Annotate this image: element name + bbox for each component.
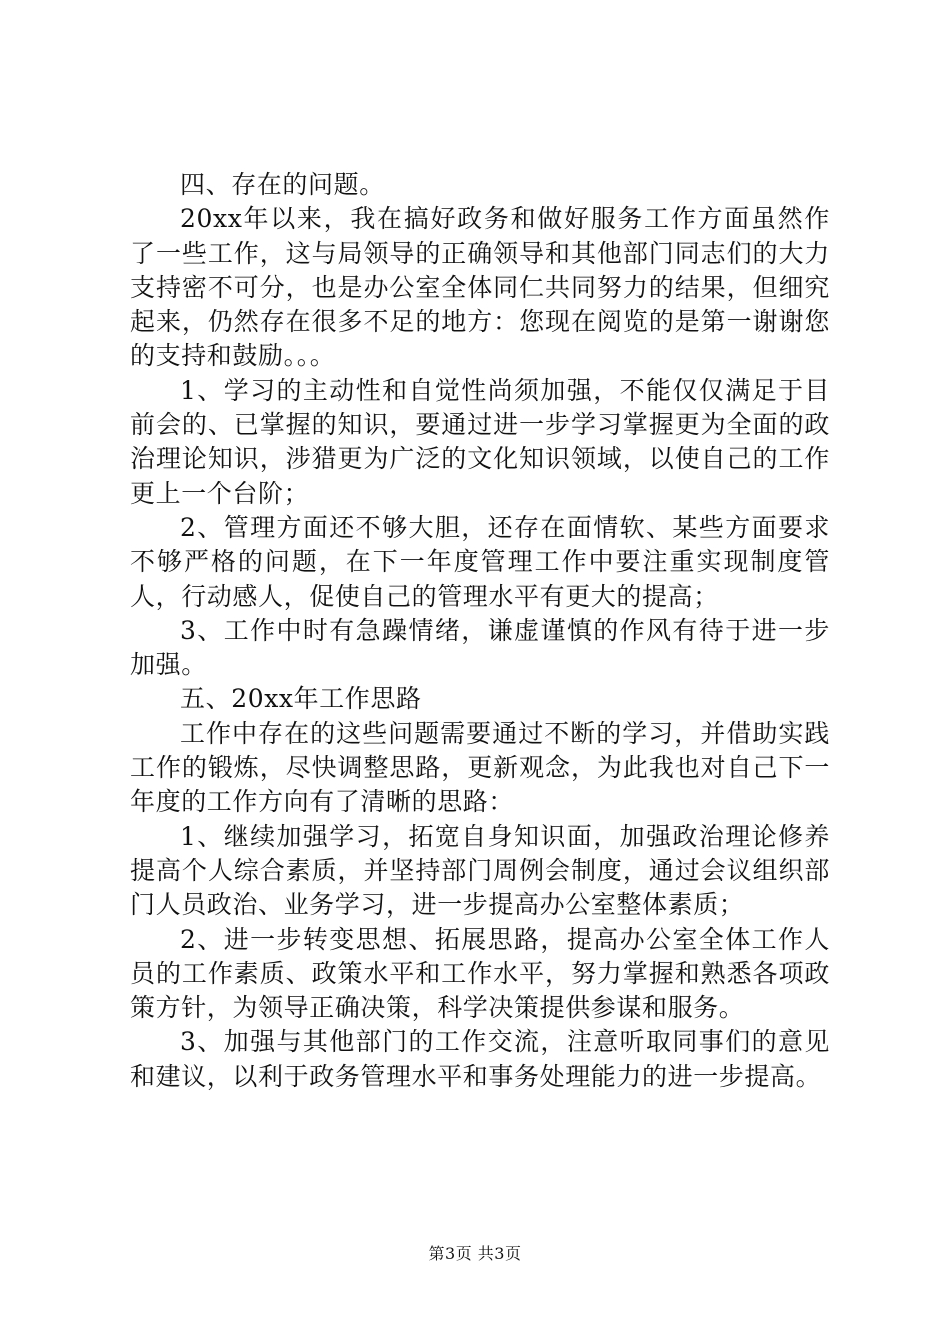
- paragraph-plan-1: 1、继续加强学习，拓宽自身知识面，加强政治理论修养提高个人综合素质，并坚持部门周例会制度，通过会议组织部门人员政治、业务学习，进一步提高办公室整体素质；: [130, 821, 830, 920]
- paragraph-problem-3: 3、工作中时有急躁情绪，谦虚谨慎的作风有待于进一步加强。: [130, 615, 830, 680]
- page-footer: 第3页 共3页: [428, 1244, 522, 1263]
- section-heading-work-plan: 五、20xx年工作思路: [180, 684, 422, 714]
- paragraph-plan-2: 2、进一步转变思想、拓展思路，提高办公室全体工作人员的工作素质、政策水平和工作水平，努力掌握和熟悉各项政策方针，为领导正确决策，科学决策提供参谋和服务。: [130, 924, 830, 1023]
- paragraph-problems-intro: 20xx年以来，我在搞好政务和做好服务工作方面虽然作了一些工作，这与局领导的正确领导和其他部门同志们的大力支持密不可分，也是办公室全体同仁共同努力的结果，但细究起来，仍然存在很多不足的地方：您现在阅览的是第一谢谢您的支持和鼓励。。。: [130, 204, 830, 371]
- section-heading-problems: 四、存在的问题。: [180, 170, 385, 199]
- paragraph-plan-3: 3、加强与其他部门的工作交流，注意听取同事们的意见和建议，以利于政务管理水平和事务处理能力的进一步提高。: [130, 1027, 830, 1091]
- paragraph-problem-1: 1、学习的主动性和自觉性尚须加强，不能仅仅满足于目前会的、已掌握的知识，要通过进一步学习掌握更为全面的政治理论知识，涉猎更为广泛的文化知识领域，以使自己的工作更上一个台阶；: [130, 375, 830, 508]
- paragraph-problem-2: 2、管理方面还不够大胆，还存在面情软、某些方面要求不够严格的问题，在下一年度管理工作中要注重实现制度管人，行动感人，促使自己的管理水平有更大的提高；: [130, 512, 830, 611]
- document-body: [130, 168, 830, 1094]
- paragraph-work-plan-intro: 工作中存在的这些问题需要通过不断的学习，并借助实践工作的锻炼，尽快调整思路，更新观念，为此我也对自己下一年度的工作方向有了清晰的思路：: [130, 718, 830, 817]
